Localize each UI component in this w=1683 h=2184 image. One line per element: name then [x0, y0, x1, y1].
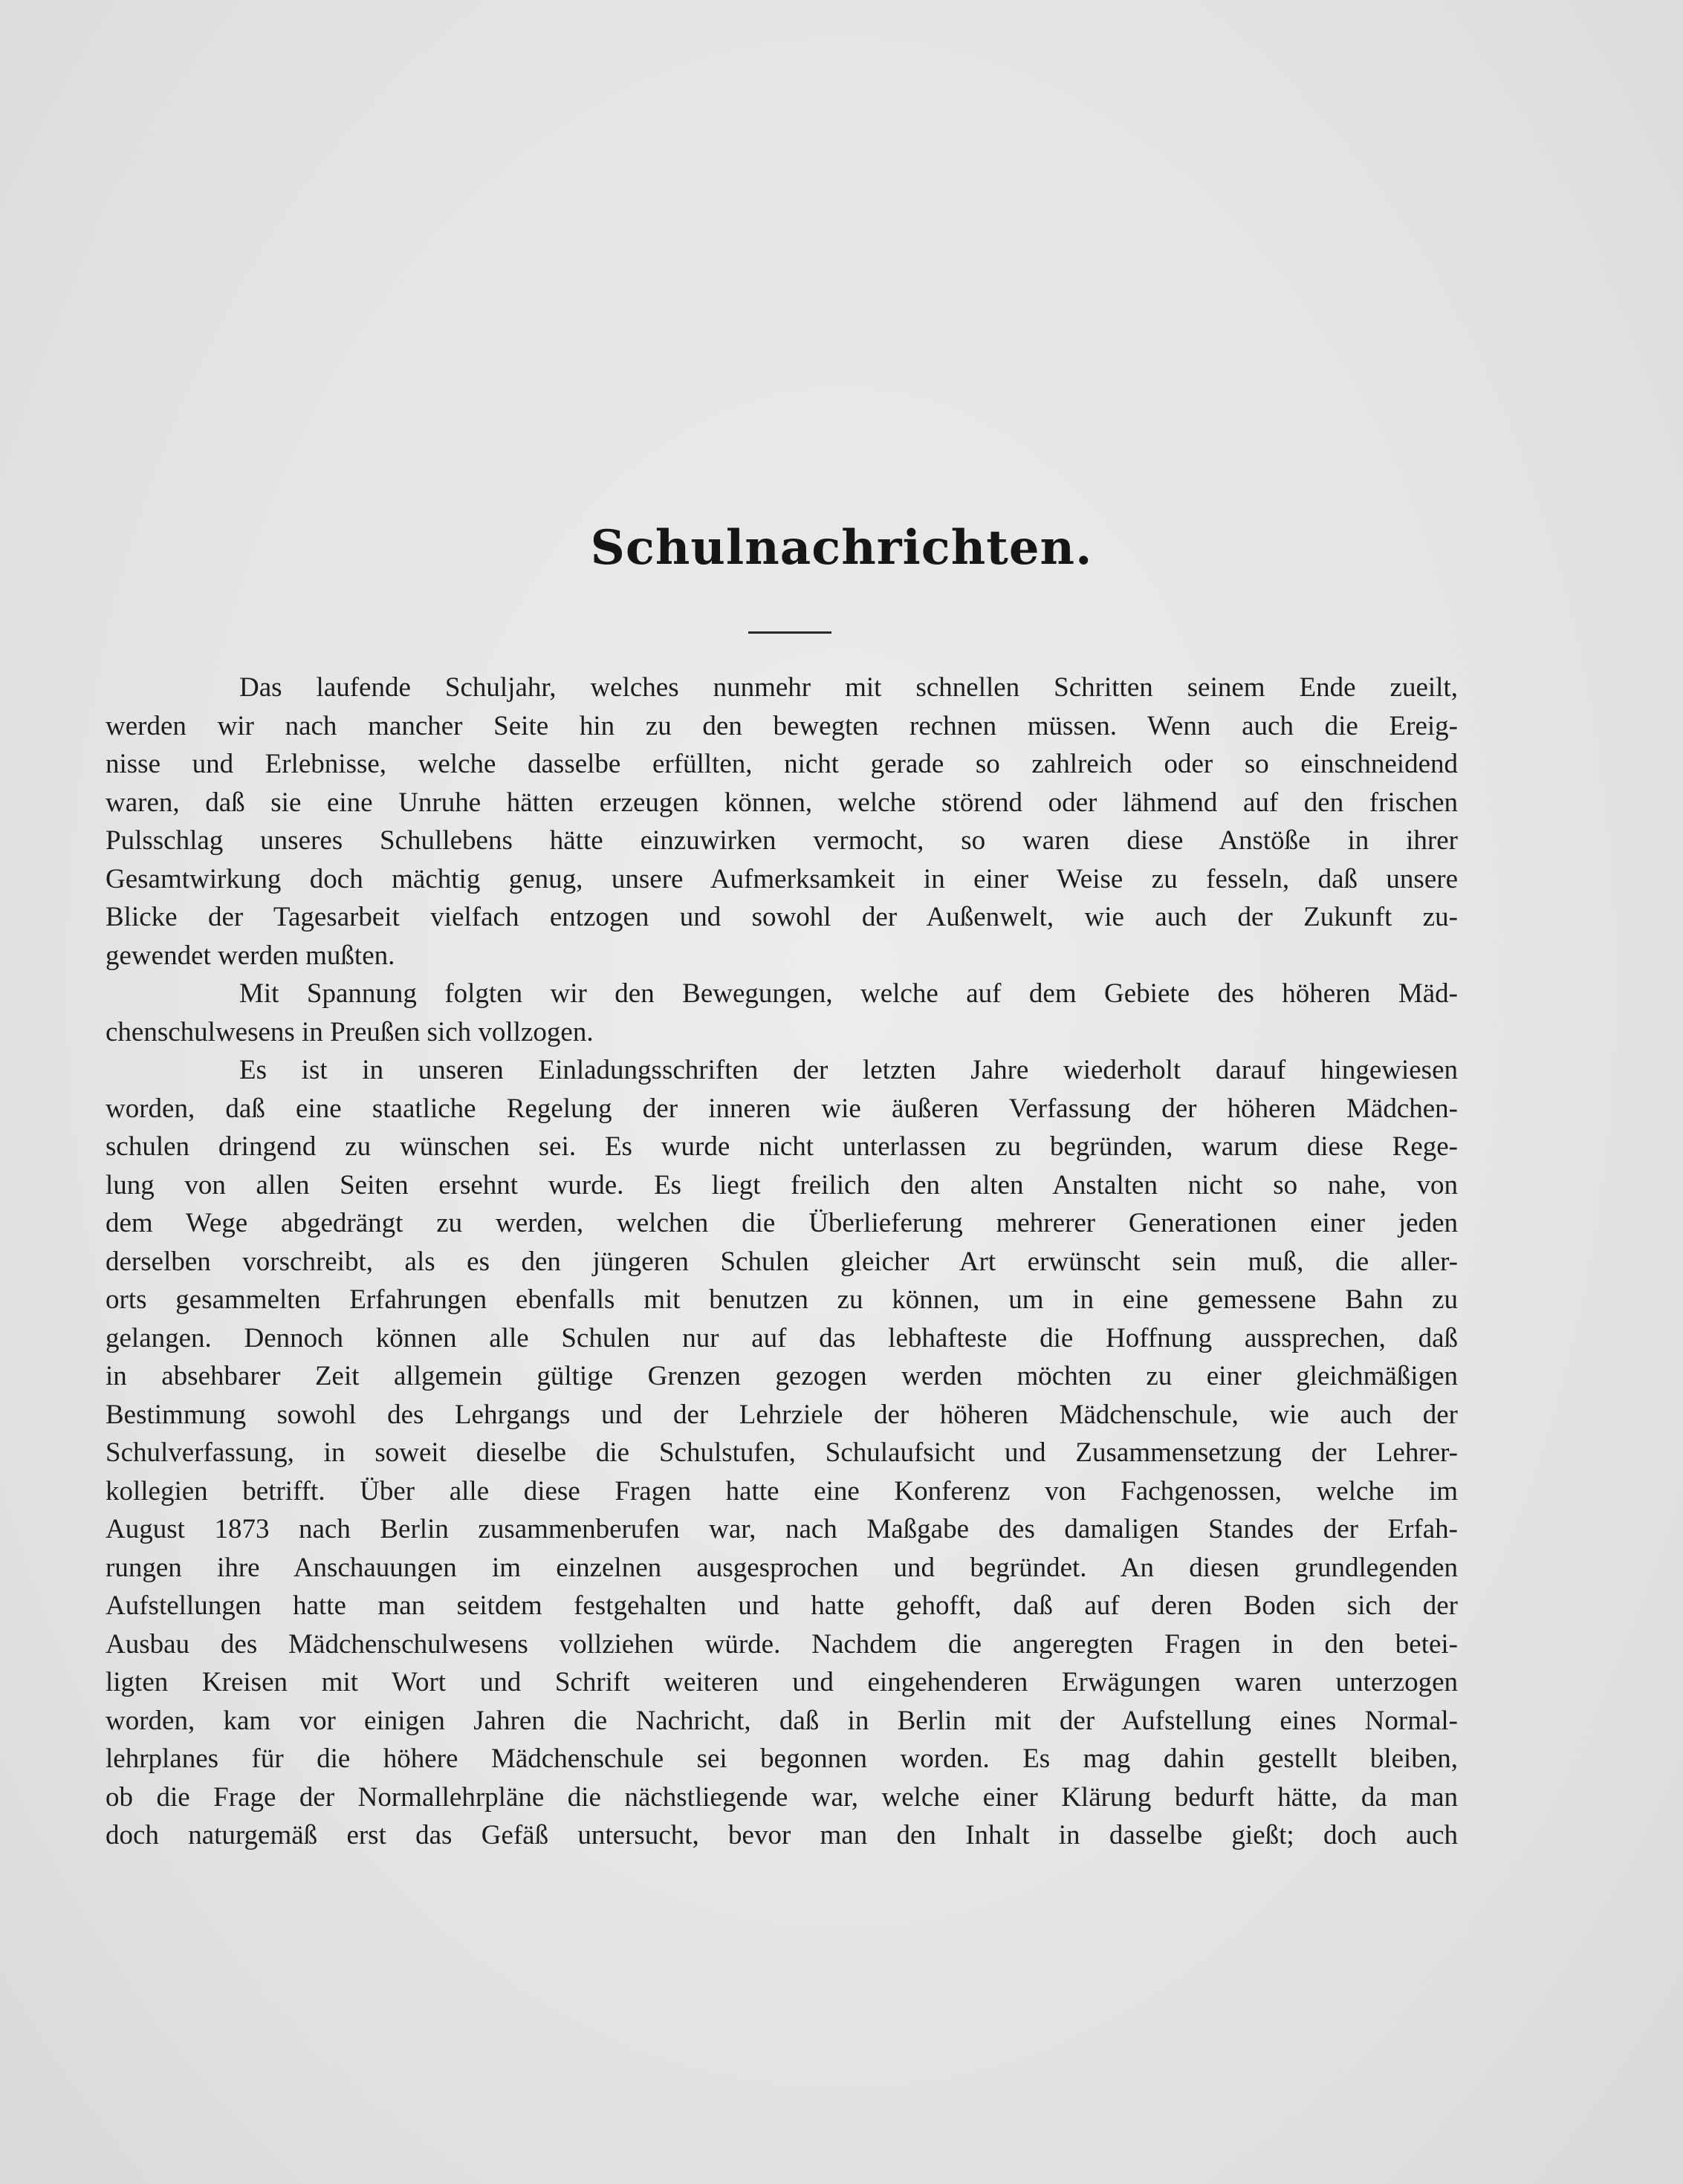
text-line: Mit Spannung folgten wir den Bewegungen, welche auf dem Gebiete des höheren Mäd- [239, 978, 1458, 1009]
text-line: lehrplanes für die höhere Mädchenschule sei begonnen worden. Es mag dahin gestellt bleiben, [106, 1743, 1458, 1774]
text-line: Aufstellungen hatte man seitdem festgehalten und hatte gehofft, daß auf deren Boden sich der [106, 1590, 1458, 1621]
text-line: derselben vorschreibt, als es den jüngeren Schulen gleicher Art erwünscht sein muß, die aller- [106, 1246, 1458, 1277]
text-line: nisse und Erlebnisse, welche dasselbe erfüllten, nicht gerade so zahlreich oder so einschneidend [106, 749, 1458, 779]
body-text [106, 669, 1458, 1855]
text-line: schulen dringend zu wünschen sei. Es wurde nicht unterlassen zu begründen, warum diese Rege- [106, 1131, 1458, 1162]
text-line: Gesamtwirkung doch mächtig genug, unsere Aufmerksamkeit in einer Weise zu fesseln, daß unsere [106, 863, 1458, 894]
text-line: lung von allen Seiten ersehnt wurde. Es liegt freilich den alten Anstalten nicht so nahe, von [106, 1169, 1458, 1200]
text-line: ob die Frage der Normallehrpläne die nächstliegende war, welche einer Klärung bedurft hätte, da man [106, 1781, 1458, 1813]
text-line: dem Wege abgedrängt zu werden, welchen die Überlieferung mehrerer Generationen einer jeden [106, 1208, 1458, 1238]
text-line: chenschulwesens in Preußen sich vollzogen. [106, 1016, 594, 1047]
text-line: doch naturgemäß erst das Gefäß untersucht, bevor man den Inhalt in dasselbe gießt; doch auch [106, 1820, 1458, 1850]
text-line: orts gesammelten Erfahrungen ebenfalls mit benutzen zu können, um in eine gemessene Bahn zu [106, 1284, 1458, 1315]
text-line: rungen ihre Anschauungen im einzelnen ausgesprochen und begründet. An diesen grundlegenden [106, 1552, 1458, 1583]
text-line: Bestimmung sowohl des Lehrgangs und der Lehrziele der höheren Mädchenschule, wie auch der [106, 1399, 1458, 1430]
text-line: Das laufende Schuljahr, welches nunmehr mit schnellen Schritten seinem Ende zueilt, [239, 672, 1458, 703]
text-line: August 1873 nach Berlin zusammenberufen war, nach Maßgabe des damaligen Standes der Erfah- [106, 1514, 1458, 1544]
text-line: worden, kam vor einigen Jahren die Nachricht, daß in Berlin mit der Aufstellung eines Normal- [106, 1705, 1458, 1736]
text-line: worden, daß eine staatliche Regelung der inneren wie äußeren Verfassung der höheren Mädchen- [106, 1093, 1458, 1124]
text-line: waren, daß sie eine Unruhe hätten erzeugen können, welche störend oder lähmend auf den frischen [106, 787, 1458, 818]
text-line: Schulverfassung, in soweit dieselbe die Schulstufen, Schulaufsicht und Zusammensetzung der Lehrer- [106, 1437, 1458, 1468]
text-line: Pulsschlag unseres Schullebens hätte einzuwirken vermocht, so waren diese Anstöße in ihrer [106, 825, 1458, 856]
text-line: Blicke der Tagesarbeit vielfach entzogen und sowohl der Außenwelt, wie auch der Zukunft zu- [106, 902, 1458, 932]
text-line: kollegien betrifft. Über alle diese Fragen hatte eine Konferenz von Fachgenossen, welche im [106, 1475, 1458, 1507]
page-title: Schulnachrichten. [590, 520, 1093, 576]
text-line: gelangen. Dennoch können alle Schulen nur auf das lebhafteste die Hoffnung aussprechen, daß [106, 1322, 1458, 1353]
title-divider [748, 631, 831, 634]
text-line: Ausbau des Mädchenschulwesens vollziehen würde. Nachdem die angeregten Fragen in den betei- [106, 1628, 1458, 1660]
text-line: in absehbarer Zeit allgemein gültige Grenzen gezogen werden möchten zu einer gleichmäßigen [106, 1361, 1458, 1391]
text-line: gewendet werden mußten. [106, 940, 395, 971]
text-line: werden wir nach mancher Seite hin zu den bewegten rechnen müssen. Wenn auch die Ereig- [106, 710, 1458, 741]
text-line: Es ist in unseren Einladungsschriften der letzten Jahre wiederholt darauf hingewiesen [239, 1055, 1458, 1085]
text-line: ligten Kreisen mit Wort und Schrift weiteren und eingehenderen Erwägungen waren unterzogen [106, 1667, 1458, 1697]
